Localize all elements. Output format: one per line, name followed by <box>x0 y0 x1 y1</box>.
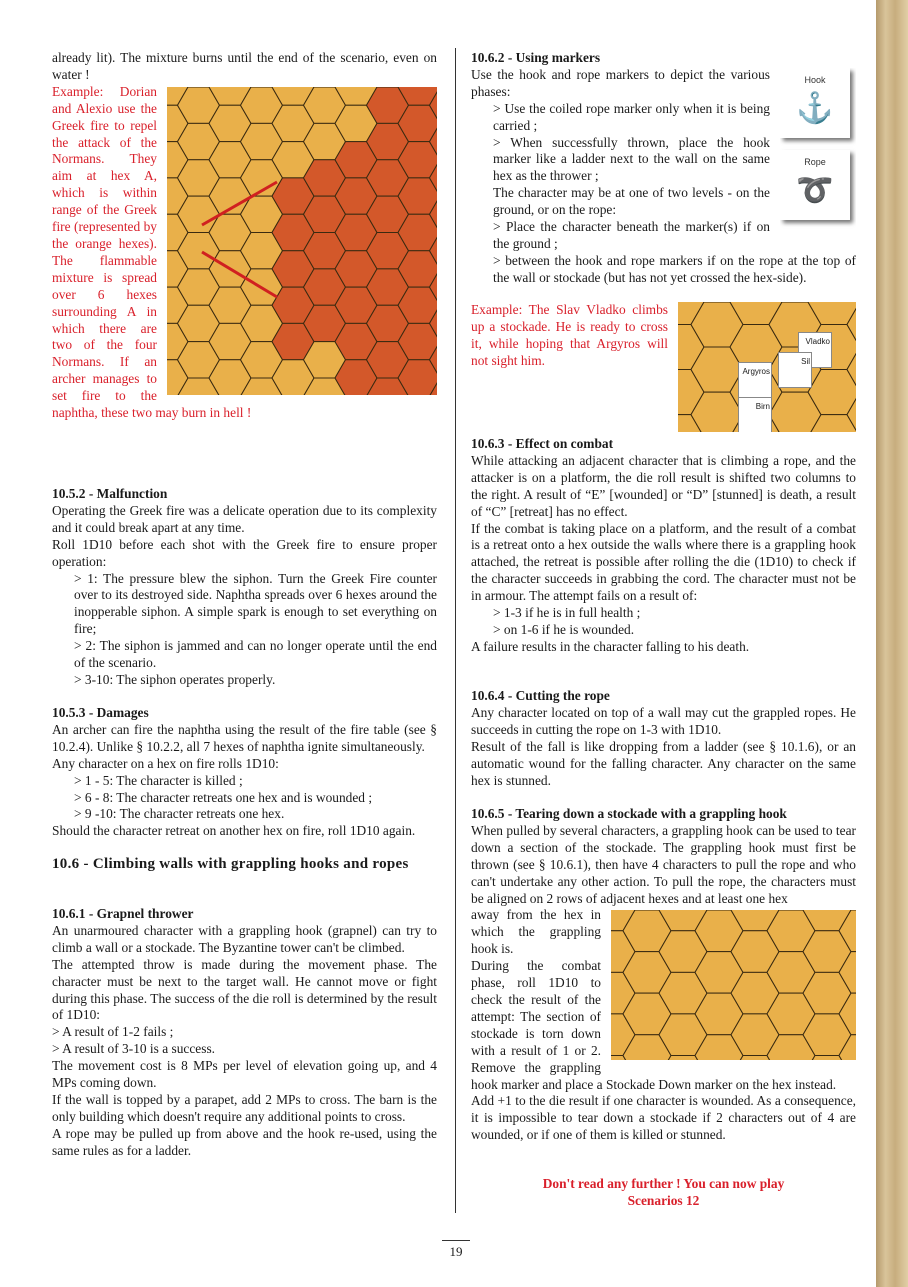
fire-arrow <box>202 182 277 225</box>
counter-vladko: Vladko <box>798 332 832 368</box>
paragraph: > on 1-6 if he is wounded. <box>493 621 635 637</box>
column-divider <box>455 48 456 1213</box>
paragraph: The attempted throw is made during the movement phase. The character must be next to the target wall. He cannot move or fight during this phase. The success of the die roll is determined by the result of 1D10: <box>52 956 437 1023</box>
paragraph: The character may be at one of two levels - on the ground, or on the rope: <box>493 185 770 218</box>
paragraph: Any character on a hex on fire rolls 1D10: <box>52 755 279 771</box>
paragraph: Operating the Greek fire was a delicate operation due to its complexity and it could break apart at any time. <box>52 502 437 535</box>
example-text: Example: The Slav Vladko climbs up a stockade. He is ready to cross it, while hoping that Argyros will not sight him. <box>471 302 668 368</box>
section-heading: 10.5.3 - Damages <box>52 705 149 720</box>
footer-note <box>471 1176 856 1210</box>
hook-marker <box>780 68 850 138</box>
paragraph: > When successfully thrown, place the hook marker like a ladder next to the wall on the same hex as the thrower ; <box>493 134 770 184</box>
right-section <box>471 688 856 789</box>
paragraph: An unarmoured character with a grappling hook (grapnel) can try to climb a wall or a stockade. The Byzantine tower can't be climbed. <box>52 922 437 955</box>
marker-label: Rope <box>804 157 826 167</box>
right-section <box>471 436 856 656</box>
paragraph: If the combat is taking place on a platform, and the result of a combat is a retreat onto a hex outside the walls where there is a grappling hook attached, the retreat is possible after rolling the die (1D10) to check if the character succeeds in grabbing the cord. The character must not be in armour. The attempt fails on a result of: <box>471 520 856 604</box>
paragraph: An archer can fire the naphtha using the result of the fire table (see § 10.2.4). Unlike § 10.2.2, all 7 hexes of naphtha ignite simultaneously. <box>52 721 437 754</box>
paragraph: > 9 -10: The character retreats one hex. <box>74 806 285 822</box>
stockade-example-map <box>678 302 856 432</box>
paragraph: Add +1 to the die result if one character is wounded. As a consequence, it is impossible to tear down a stockade if 2 characters out of 4 are wounded, or if one of them is killed or stunned. <box>471 1093 856 1143</box>
page-number: 19 <box>442 1240 470 1261</box>
counter-sil: Sil <box>778 352 812 388</box>
example-box <box>52 84 437 422</box>
paragraph: The movement cost is 8 MPs per level of elevation going up, and 4 MPs coming down. <box>52 1058 437 1091</box>
paragraph: Any character located on top of a wall may cut the grappled ropes. He succeeds in cutting the rope on 1-3 with 1D10. <box>471 704 856 737</box>
left-section <box>52 50 437 422</box>
paragraph: > 3-10: The siphon operates properly. <box>74 671 276 687</box>
paragraph: > A result of 1-2 fails ; <box>52 1024 174 1040</box>
section-heading: 10.6.4 - Cutting the rope <box>471 688 610 703</box>
paragraph: A rope may be pulled up from above and the hook re-used, using the same rules as for a ladder. <box>52 1125 437 1158</box>
left-section <box>52 855 437 874</box>
hook-icon: ⚓ <box>796 91 834 125</box>
example-text: Example: Dorian and Alexio use the Greek fire to repel the attack of the Normans. They aim at hex A, which is within range of the Greek fire (represented by the orange hexes). The flammable mixture is spread over 6 hexes surrounding A in which there are two of the four Normans. If an archer manages to set fire to the naphtha, these two may burn in hell ! <box>52 83 252 421</box>
counter-argyros: Argyros <box>738 362 772 398</box>
counter-birn: Birn <box>738 397 772 432</box>
footer-line: Scenarios 12 <box>627 1192 700 1208</box>
left-section <box>52 906 437 1160</box>
paragraph: Roll 1D10 before each shot with the Greek fire to ensure proper operation: <box>52 536 437 569</box>
paragraph: When pulled by several characters, a grappling hook can be used to tear down a section of the stockade. The grappling hook must first be thrown (see § 10.6.1), then have 4 characters to pull the rope and who can't undertake any other action. To pull the rope, the characters must be aligned on 2 rows of adjacent hexes and at least one hex <box>471 822 856 906</box>
paragraph: > 2: The siphon is jammed and can no longer operate until the end of the scenario. <box>74 638 437 671</box>
right-section <box>471 806 856 1144</box>
paragraph: > 6 - 8: The character retreats one hex and is wounded ; <box>74 789 373 805</box>
paragraph: > 1: The pressure blew the siphon. Turn the Greek Fire counter over to its destroyed side. Naphtha spreads over 6 hexes around the inopperable siphon. A simple spark is enough to set everything on fire; <box>74 570 437 637</box>
right-section <box>471 50 856 287</box>
paragraph: already lit). The mixture burns until the end of the scenario, even on water ! <box>52 50 437 82</box>
fire-arrow <box>202 252 277 297</box>
marker-label: Hook <box>804 75 826 85</box>
paragraph: > 1-3 if he is in full health ; <box>493 605 641 621</box>
rope-icon: ➰ <box>796 173 834 207</box>
paragraph: Use the hook and rope markers to depict the various phases: <box>471 66 770 99</box>
section-heading: 10.6.5 - Tearing down a stockade with a grappling hook <box>471 806 787 821</box>
paragraph: > between the hook and rope markers if on the rope at the top of the wall or stockade (but has not yet crossed the hex-side). <box>493 252 856 285</box>
paragraph: > Place the character beneath the marker(s) if on the ground ; <box>493 219 770 251</box>
example-box <box>471 302 856 411</box>
section-heading: 10.6.2 - Using markers <box>471 50 601 65</box>
markers-figure <box>780 68 856 232</box>
grappling-example-map <box>611 910 856 1060</box>
hex-grid <box>611 910 856 1060</box>
paragraph: > A result of 3-10 is a success. <box>52 1041 216 1057</box>
footer-line: Don't read any further ! You can now play <box>542 1176 785 1191</box>
section-heading: 10.6.3 - Effect on combat <box>471 436 614 451</box>
right-section <box>471 302 856 432</box>
paragraph: A failure results in the character falling to his death. <box>471 638 750 654</box>
paragraph: > 1 - 5: The character is killed ; <box>74 772 243 788</box>
parchment-edge <box>876 0 908 1287</box>
paragraph: While attacking an adjacent character that is climbing a rope, and the attacker is on a platform, the die roll result is shifted two columns to the right. A result of “E” [wounded] or “D” [stunned] is death, a result of “C” [retreat] has no effect. <box>471 452 856 519</box>
paragraph: > Use the coiled rope marker only when it is being carried ; <box>493 100 770 133</box>
paragraph: Should the character retreat on another hex on fire, roll 1D10 again. <box>52 823 416 839</box>
paragraph: away from the hex in which the grappling hook is. <box>471 907 601 957</box>
paragraph: During the combat phase, roll 1D10 to check the result of the attempt: The section of stockade is torn down with a result of 1 or 2. Remove the grappling hook marker and place a Stockade Down marker on the hex instead. <box>471 958 837 1092</box>
section-heading: 10.6.1 - Grapnel thrower <box>52 906 194 921</box>
left-section <box>52 486 437 689</box>
rope-marker <box>780 150 850 220</box>
left-section <box>52 705 437 840</box>
paragraph: Result of the fall is like dropping from a ladder (see § 10.1.6), or an automatic wound for the falling character. Any character on the same hex is stunned. <box>471 738 856 788</box>
section-heading: 10.5.2 - Malfunction <box>52 486 168 501</box>
paragraph: If the wall is topped by a parapet, add 2 MPs to cross. The barn is the only building which doesn't require any additional points to cross. <box>52 1091 437 1124</box>
greek-fire-map <box>167 87 437 395</box>
section-heading: 10.6 - Climbing walls with grappling hooks and ropes <box>52 856 409 872</box>
